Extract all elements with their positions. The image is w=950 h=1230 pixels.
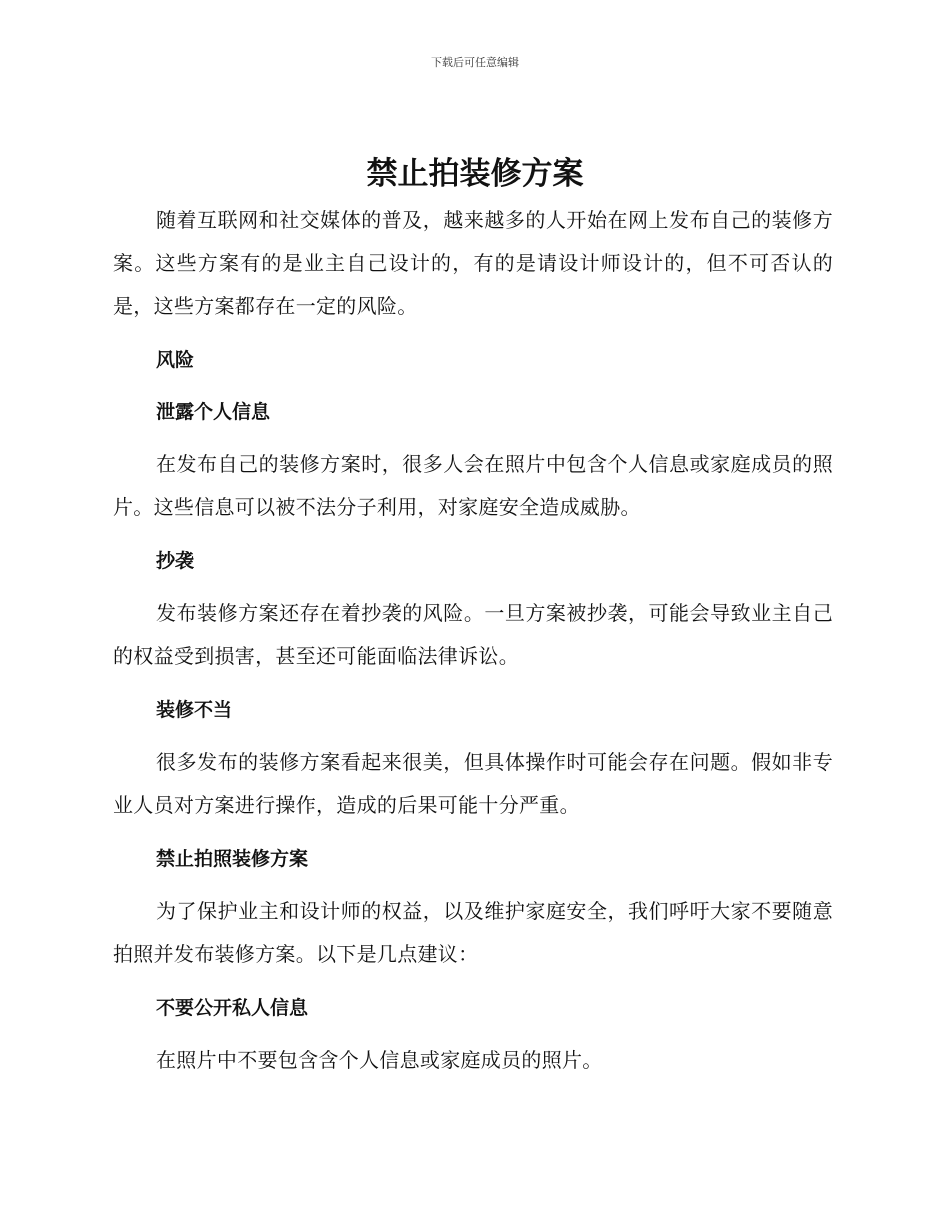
subheading-plagiarism: 抄袭 [156, 550, 195, 572]
paragraph-intro: 随着互联网和社交媒体的普及，越来越多的人开始在网上发布自己的装修方案。这些方案有的是业主自己设计的，有的是请设计师设计的，但不可否认的是，这些方案都存在一定的风险。 [113, 208, 833, 318]
section-heading-risk: 风险 [156, 349, 195, 371]
paragraph-prohibition: 为了保护业主和设计师的权益，以及维护家庭安全，我们呼吁大家不要随意拍照并发布装修方案。以下是几点建议： [113, 899, 833, 966]
header-note: 下载后可任意编辑 [431, 56, 519, 69]
subheading-improper-renovation: 装修不当 [156, 699, 233, 721]
paragraph-no-private-info: 在照片中不要包含含个人信息或家庭成员的照片。 [156, 1048, 603, 1072]
paragraph-improper-renovation: 很多发布的装修方案看起来很美，但具体操作时可能会存在问题。假如非专业人员对方案进行操作，造成的后果可能十分严重。 [113, 750, 833, 817]
document-body [113, 199, 833, 1082]
paragraph-privacy-leak: 在发布自己的装修方案时，很多人会在照片中包含个人信息或家庭成员的照片。这些信息可以被不法分子利用，对家庭安全造成威胁。 [113, 452, 833, 519]
section-heading-prohibition: 禁止拍照装修方案 [156, 848, 309, 870]
page-title: 禁止拍装修方案 [366, 156, 584, 192]
paragraph-plagiarism: 发布装修方案还存在着抄袭的风险。一旦方案被抄袭，可能会导致业主自己的权益受到损害，甚至还可能面临法律诉讼。 [113, 601, 833, 668]
subheading-privacy-leak: 泄露个人信息 [156, 401, 271, 423]
subheading-no-private-info: 不要公开私人信息 [156, 997, 309, 1019]
